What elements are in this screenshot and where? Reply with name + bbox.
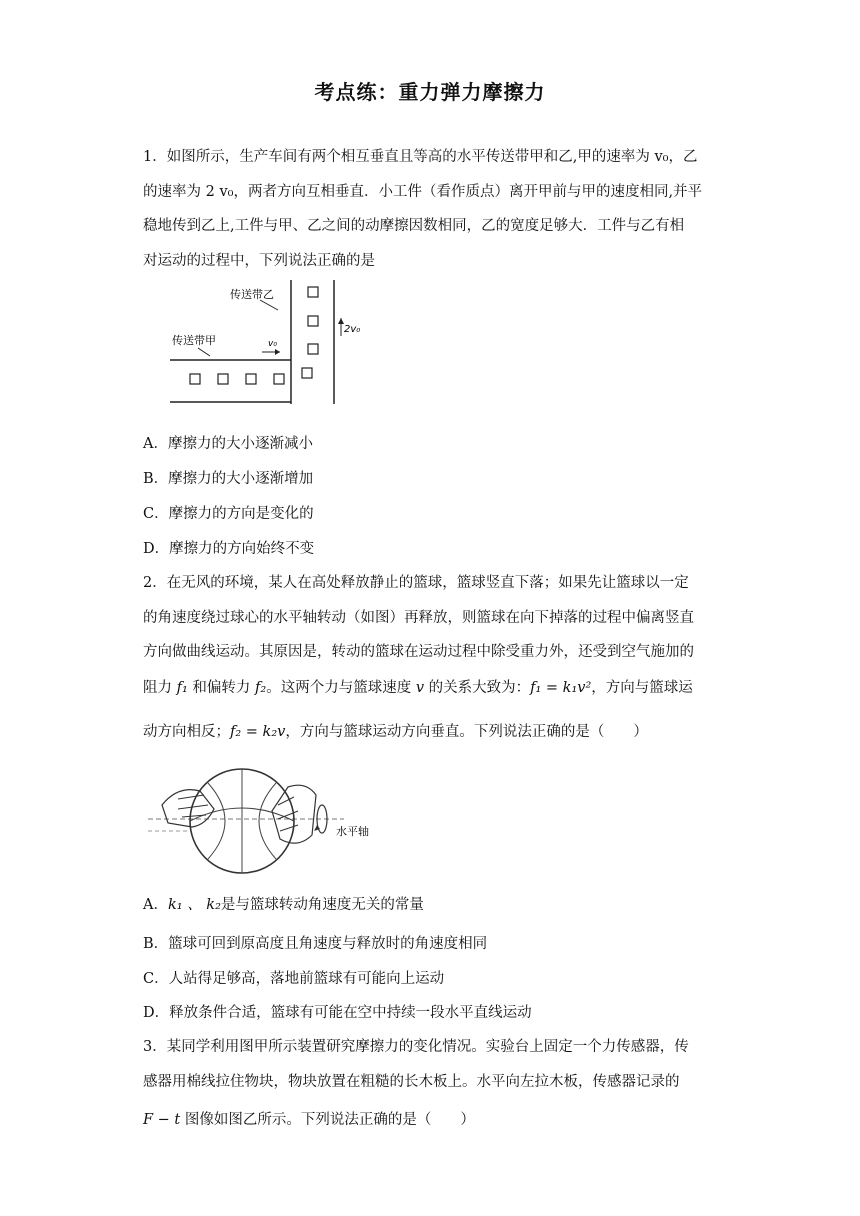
q1-option-c: C．摩擦力的方向是变化的 <box>143 506 314 522</box>
option-letter: A． <box>143 897 168 913</box>
q2-text: 和偏转力 <box>187 680 256 696</box>
q2-line-5 <box>143 720 648 741</box>
conveyor-belt-figure <box>168 278 361 410</box>
belt-b-label: 传送带乙 <box>230 288 274 301</box>
f-t-symbol: F − t <box>143 1112 181 1128</box>
velocity-2-label: 2v₀ <box>344 324 361 335</box>
question-1-stem <box>143 140 715 278</box>
q2-option-a <box>143 893 424 914</box>
q1-option-b: B．摩擦力的大小逐渐增加 <box>143 471 314 487</box>
page-title: 考点练：重力弹力摩擦力 <box>314 80 546 104</box>
question-3-stem <box>143 1030 715 1099</box>
f1-symbol: f₁ <box>176 680 188 696</box>
q1-line: 对运动的过程中，下列说法正确的是 <box>143 252 375 269</box>
q2-text: ，方向与篮球运 <box>591 680 693 696</box>
q2-text: 。这两个力与篮球速度 <box>266 680 416 696</box>
q1-line: 1．如图所示，生产车间有两个相互垂直且等高的水平传送带甲和乙,甲的速率为 v₀，乙 <box>143 149 698 165</box>
v-symbol: v <box>415 680 425 696</box>
q3-line: 3．某同学利用图甲所示装置研究摩擦力的变化情况。实验台上固定一个力传感器，传 <box>143 1039 689 1055</box>
q2-text: 动方向相反； <box>143 724 230 740</box>
horizontal-axis-label: 水平轴 <box>336 825 369 838</box>
k-symbols: k₁ 、 k₂ <box>167 897 221 913</box>
q2-text: ，方向与篮球运动方向垂直。下列说法正确的是（ ） <box>285 724 648 740</box>
question-2-stem <box>143 566 715 670</box>
q1-option-a: A．摩擦力的大小逐渐减小 <box>143 436 313 452</box>
equation-f2: f₂ = k₂v <box>230 724 286 740</box>
equation-f1: f₁ = k₁v² <box>530 680 592 696</box>
q3-line-3 <box>143 1108 475 1129</box>
q3-line: 感器用棉线拉住物块，物块放置在粗糙的长木板上。水平向左拉木板，传感器记录的 <box>143 1073 680 1090</box>
belt-a-label: 传送带甲 <box>172 334 216 347</box>
q2-option-b: B．篮球可回到原高度且角速度与释放时的角速度相同 <box>143 936 488 952</box>
q2-line: 方向做曲线运动。其原因是，转动的篮球在运动过程中除受重力外，还受到空气施加的 <box>143 644 694 660</box>
q2-line-4 <box>143 676 693 697</box>
q2-line: 2．在无风的环境，某人在高处释放静止的篮球，篮球竖直下落；如果先让篮球以一定 <box>143 575 689 591</box>
q2-line: 的角速度绕过球心的水平轴转动（如图）再释放，则篮球在向下掉落的过程中偏离竖直 <box>143 609 694 626</box>
option-text: 是与篮球转动角速度无关的常量 <box>220 897 424 913</box>
basketball-figure <box>148 765 384 877</box>
q1-option-d: D．摩擦力的方向始终不变 <box>143 541 315 557</box>
q2-option-c: C．人站得足够高，落地前篮球有可能向上运动 <box>143 971 445 987</box>
q2-option-d: D．释放条件合适，篮球有可能在空中持续一段水平直线运动 <box>143 1005 532 1021</box>
q2-text: 的关系大致为： <box>424 680 531 696</box>
f2-symbol: f₂ <box>255 680 267 696</box>
velocity-label: v₀ <box>268 339 277 349</box>
q1-line: 的速率为 2 v₀，两者方向互相垂直．小工件（看作质点）离开甲前与甲的速度相同,并平 <box>143 183 703 200</box>
q1-line: 稳地传到乙上,工件与甲、乙之间的动摩擦因数相同，乙的宽度足够大．工件与乙有相 <box>143 218 685 234</box>
q2-text: 阻力 <box>143 680 177 696</box>
q3-text: 图像如图乙所示。下列说法正确的是（ ） <box>180 1112 475 1128</box>
